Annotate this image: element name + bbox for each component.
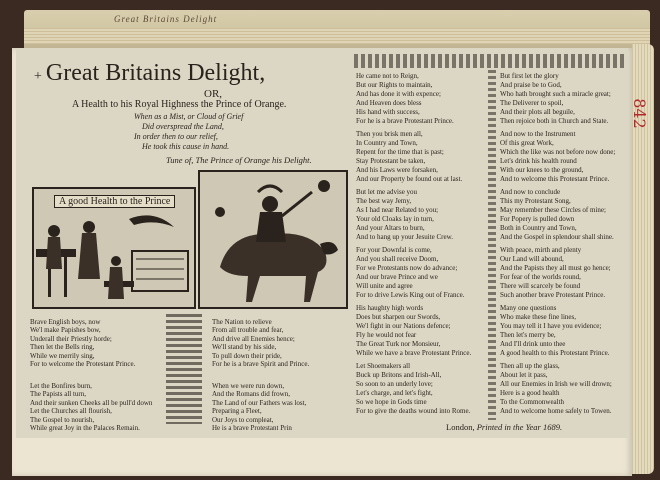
ballad-or: OR, bbox=[204, 88, 223, 100]
ballad-title-text: Great Britains Delight, bbox=[45, 60, 266, 86]
verse-line: In order then to our relief, bbox=[134, 132, 218, 141]
column-three-stanza-4: For your Downfal is come, And you shall receive Doom, For we Protestants now do advance; And our brave Prince and we Will unite and agree For to drive Lewis King out of France. bbox=[356, 246, 465, 299]
intro-verse bbox=[134, 112, 243, 152]
ballad-title bbox=[34, 60, 265, 87]
column-three-stanza-1: He came not to Reign, But our Rights to maintain, And has done it with expence; And Heaven does bless His hand with success, For he is a brave Protestant Prince. bbox=[356, 72, 454, 125]
woodcut-health-image bbox=[34, 189, 194, 307]
verse-line: He took this cause in hand. bbox=[142, 142, 230, 151]
woodcut-prince-on-horse bbox=[198, 170, 348, 309]
column-three-stanza-3: But let me advise you The best way Jemy, As I had near Related to you; Your old Cloaks lay in turn, And your Altars to burn, And to hang up your Jesuite Crew. bbox=[356, 188, 453, 241]
imprint bbox=[446, 422, 562, 432]
stanza-left-1: Brave English boys, now We'l make Papishes bow, Underall their Priestly horde; Then let the Bells ring, While we merrily sing, For to welcome the Protestant Prince. bbox=[30, 318, 136, 369]
column-three-stanza-2: Then you brisk men all, In Country and Town, Repent for the time that is past; Stay Protestant be taken, And his Laws were forsaken, And our Property be found out at last. bbox=[356, 130, 463, 183]
cross-mark-icon: + bbox=[34, 69, 42, 84]
column-four-stanza-2: And now to the Instrument Of this great Work, Which the like was not before now done; Let's drink his health round With our knees to the ground, And to welcome this Protestant Prince. bbox=[500, 130, 616, 183]
column-four-stanza-4: With peace, mirth and plenty Our Land will abound, And the Papists they all must go hence; For fear of the worlds round, There will scarcely be found Such another brave Protestant Prince. bbox=[500, 246, 611, 299]
book-top-edge bbox=[24, 10, 650, 50]
column-four-stanza-5: Many one questions Who make these fine lines, You may tell it I have you evidence; Then let's merry be, And I'll drink unto thee A good health to this Protestant Prince. bbox=[500, 304, 610, 357]
ballad-subtitle: A Health to his Royal Highness the Prince of Orange. bbox=[72, 99, 287, 110]
verse-line: When as a Mist, or Cloud of Grief bbox=[134, 112, 244, 121]
stanza-mid-1: The Nation to relieve From all trouble and fear, And drive all Enemies hence; We'll stand by his side, To pull down their pride, For he is a brave Spirit and Prince. bbox=[212, 318, 310, 369]
imprint-place: London, bbox=[446, 422, 475, 432]
tune-line: Tune of, The Prince of Orange his Delight. bbox=[166, 155, 312, 165]
column-four-stanza-6: Then all up the glass, About let it pass, All our Enemies in Irish we will drown; Here is a good health To the Commonwealth And to welcome home safely to Towen. bbox=[500, 362, 612, 415]
stanza-mid-2: When we were run down, And the Romans did frown, The Land of our Fathers was lost, Preparing a Fleet, Our Joys to compleat, He is a brave Protestant Prin bbox=[212, 382, 307, 433]
page-edges bbox=[24, 28, 650, 44]
book bbox=[6, 4, 654, 476]
broadside-sheet bbox=[16, 48, 628, 438]
column-four-stanza-3: And now to conclude This my Protestant Song, May remember these Circles of mine; For Popery is pulled down Both in Country and Town, And the Gospel in splendour shall shine. bbox=[500, 188, 614, 241]
column-three-stanza-5: His haughty high words Does but sharpen our Swords, We'l fight in our Nations defence; Fly he would not fear The Great Turk nor Monsieur, While we have a brave Protestant Prince. bbox=[356, 304, 472, 357]
ornament-bar-top bbox=[354, 54, 626, 68]
handwritten-page-number: 842 bbox=[629, 98, 649, 129]
column-three-stanza-6: Let Shoemakers all Buck up Britons and Irish-All, So soon to an underly love; Let's charge, and let's fight, So we hope in Gods time For to give the deaths wound into Rome. bbox=[356, 362, 471, 415]
woodcut-caption: A good Health to the Prince bbox=[54, 195, 175, 208]
column-four-stanza-1: But first let the glory And praise be to God, Who hath brought such a miracle great; The Deliverer to spoil, And their plots all beguile, Then rejoice both in Church and State. bbox=[500, 72, 611, 125]
ornament-column-right bbox=[488, 70, 496, 420]
stanza-left-2: Let the Bonfires burn, The Papists all turn, And their sunken Cheeks all be pull'd down Let the Churches all flourish, The Gospel to nourish, While great Joy in the Palaces Remain. bbox=[30, 382, 153, 433]
ornament-column-left bbox=[166, 314, 202, 424]
woodcut-health-scene bbox=[32, 187, 196, 309]
imprint-text: Printed in the Year 1689. bbox=[476, 422, 563, 432]
verse-line: Did overspread the Land, bbox=[142, 122, 224, 131]
spine-title: Great Britains Delight bbox=[114, 14, 218, 24]
prince-on-horse-image bbox=[200, 172, 346, 307]
